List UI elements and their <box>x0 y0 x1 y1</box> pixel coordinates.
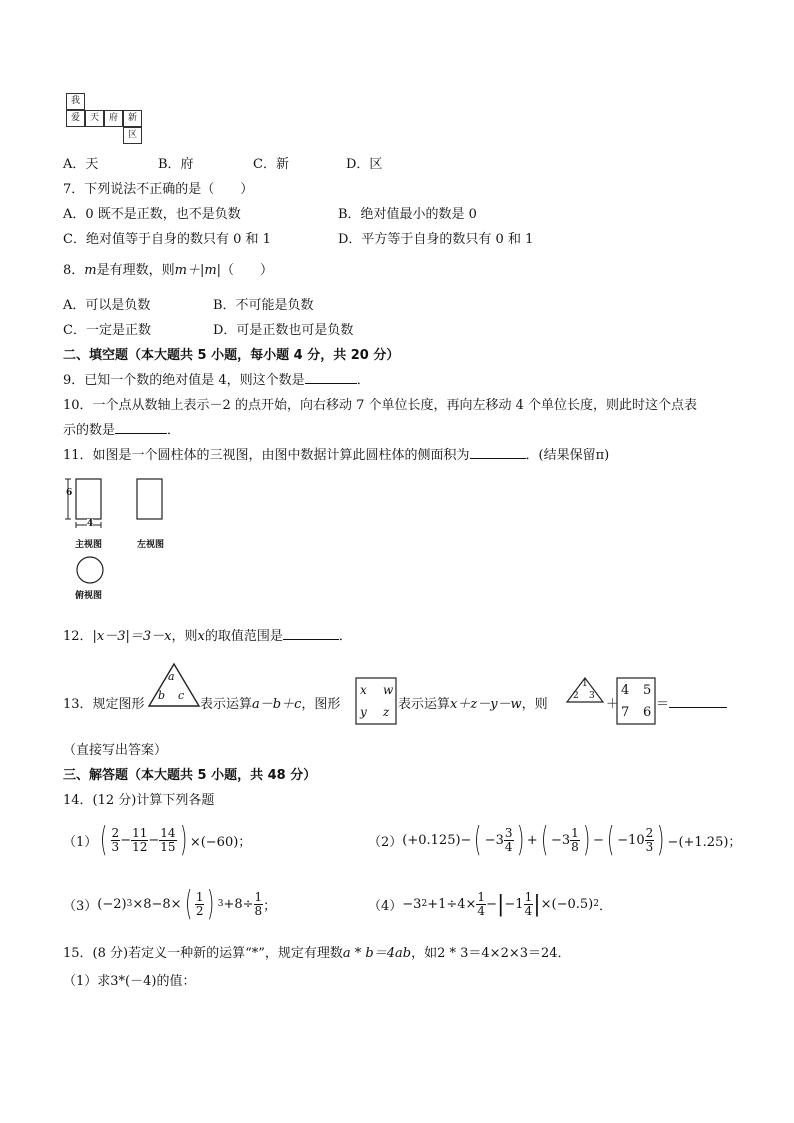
net-cell: 天 <box>85 110 104 127</box>
q6-option-a: A．天 <box>63 157 99 172</box>
tri2-2: 2 <box>573 691 579 701</box>
top-view-label: 俯视图 <box>75 591 103 601</box>
q8-option-b: B．不可能是负数 <box>213 298 314 313</box>
plus-sign: ＋ <box>606 697 620 712</box>
q14-part4: （4） −3 2 +1÷4× $\frac{1}{4}$ − | −1 $\frac{1}{4}$ | ×(−0.5) 2 ． <box>368 889 612 918</box>
q8-stem: 8．m是有理数，则m＋|m|（ ） <box>63 263 274 278</box>
tri-b: b <box>158 689 166 702</box>
tri-a: a <box>168 670 175 683</box>
q6-option-c: C．新 <box>253 157 289 172</box>
box-z: z <box>383 705 390 719</box>
tri2-3: 3 <box>589 691 595 701</box>
box2-tl: 4 <box>621 683 630 698</box>
q12: 12．|x－3|＝3－x，则x的取值范围是 ． <box>63 629 352 644</box>
q6-option-b: B．府 <box>158 157 194 172</box>
q9: 9．已知一个数的绝对值是 4，则这个数是 ． <box>63 373 370 388</box>
q13-answer: ＝ <box>656 693 727 712</box>
net-cell: 新 <box>123 110 142 127</box>
box-y: y <box>360 705 367 719</box>
q13-text3: 表示运算x＋z－y－w，则 <box>398 697 548 712</box>
net-cell: 区 <box>123 127 142 144</box>
height-label: 6 <box>66 488 73 498</box>
tri2-1: 1 <box>582 679 588 689</box>
triangle-abc-figure <box>147 662 201 708</box>
q14-stem: 14．(12 分)计算下列各题 <box>63 793 215 808</box>
q6-option-d: D．区 <box>346 157 383 172</box>
width-label: 4 <box>87 519 94 529</box>
net-cell: 府 <box>104 110 123 127</box>
q15-part1: （1）求3*(－4)的值： <box>63 974 196 989</box>
q7-option-a: A．0 既不是正数，也不是负数 <box>63 207 241 222</box>
section-heading-fill-in: 二、填空题（本大题共 5 小题，每小题 4 分，共 20 分） <box>63 348 400 363</box>
q14-part2: （2） (+0.125)− ( −3 $\frac{3}{4}$ ) + ( −3 $\frac{1}{8}$ ) − ( −10 $\frac{2}{3}$ ) −(+1.25)； <box>368 820 742 860</box>
q8-option-c: C．一定是正数 <box>63 323 151 338</box>
front-view-label: 主视图 <box>75 540 103 550</box>
box2-br: 6 <box>643 705 652 720</box>
q8-option-a: A．可以是负数 <box>63 298 151 313</box>
q7-stem: 7．下列说法不正确的是（ ） <box>63 182 254 197</box>
tri-c: c <box>178 689 185 702</box>
q11: 11．如图是一个圆柱体的三视图，由图中数据计算此圆柱体的侧面积为 ．(结果保留π) <box>63 448 610 463</box>
q13-text2: 表示运算a－b＋c，图形 <box>200 697 341 712</box>
box-x: x <box>360 683 367 697</box>
q15-stem: 15．(8 分)若定义一种新的运算“*”，规定有理数a * b＝4ab，如2 * 3＝4×2×3＝24． <box>63 946 571 961</box>
section-heading-solve: 三、解答题（本大题共 5 小题，共 48 分） <box>63 768 317 783</box>
q10-line2: 示的数是 ． <box>63 423 181 438</box>
box-w: w <box>383 683 394 697</box>
q8-option-d: D．可是正数也可是负数 <box>213 323 354 338</box>
side-view-label: 左视图 <box>137 540 165 550</box>
q14-part3: （3） (−2) 3 ×8−8× ( $\frac{1}{2}$ ) 3 +8÷ $\frac{1}{8}$ ； <box>63 884 277 924</box>
net-cell: 我 <box>66 93 85 110</box>
box2-tr: 5 <box>643 683 652 698</box>
q14-part1: （1） ( $\frac{2}{3}$ − $\frac{11}{12}$ − $\frac{14}{15}$ ) ×(−60)； <box>63 820 252 860</box>
q7-option-b: B．绝对值最小的数是 0 <box>338 207 477 222</box>
q13-note: （直接写出答案） <box>63 743 168 758</box>
q7-option-d: D．平方等于自身的数只有 0 和 1 <box>338 232 534 247</box>
box2-bl: 7 <box>621 705 630 720</box>
q7-option-c: C．绝对值等于自身的数只有 0 和 1 <box>63 232 271 247</box>
q13-text1: 13．规定图形 <box>63 697 145 712</box>
net-cell: 爱 <box>66 110 85 127</box>
q10-line1: 10．一个点从数轴上表示－2 的点开始，向右移动 7 个单位长度，再向左移动 4 个单位长度，则此时这个点表 <box>63 398 698 413</box>
